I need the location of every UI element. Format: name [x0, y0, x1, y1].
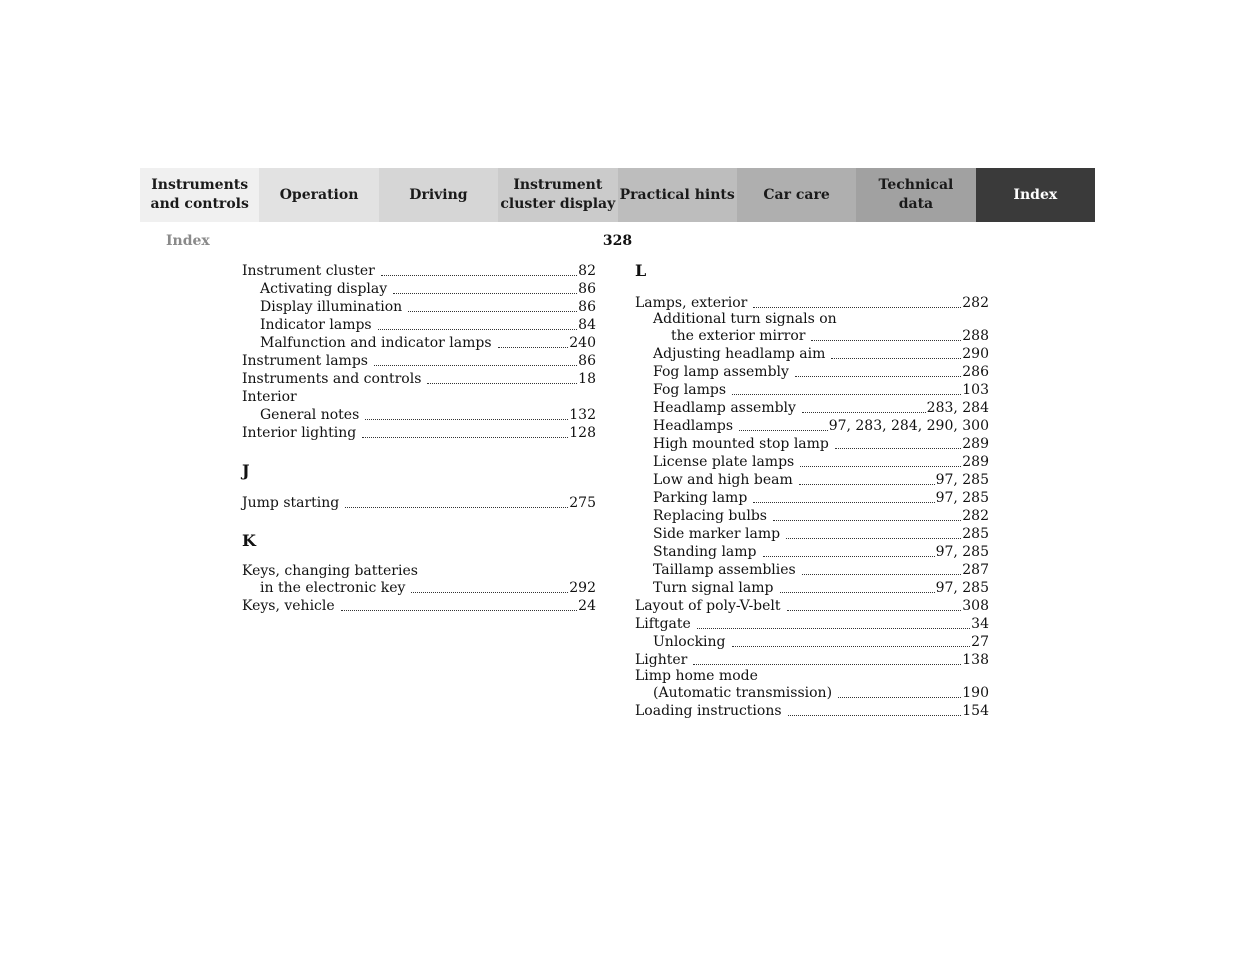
- index-term: Interior lighting: [242, 425, 357, 441]
- index-term: Headlamps: [653, 418, 734, 434]
- index-page-ref[interactable]: 308: [962, 598, 989, 614]
- index-entry: [242, 352, 596, 370]
- index-entry: [635, 525, 989, 543]
- section-title: Index: [166, 233, 210, 249]
- dot-leader: [753, 306, 961, 308]
- index-page-ref[interactable]: 282: [962, 508, 989, 524]
- index-entry: [635, 561, 989, 579]
- index-term: Fog lamps: [653, 382, 727, 398]
- index-entry: [242, 316, 596, 334]
- index-term: Jump starting: [242, 495, 340, 511]
- dot-leader: [381, 274, 577, 276]
- index-column-left: [242, 262, 596, 615]
- index-page-ref[interactable]: 282: [962, 295, 989, 311]
- index-term: License plate lamps: [653, 454, 795, 470]
- dot-leader: [811, 339, 961, 341]
- index-entry: [242, 388, 596, 406]
- index-page-ref[interactable]: 103: [962, 382, 989, 398]
- tab-instruments-and-controls[interactable]: Instruments and controls: [140, 168, 259, 222]
- dot-leader: [788, 714, 962, 716]
- index-term: Replacing bulbs: [653, 508, 767, 524]
- index-term: General notes: [260, 407, 360, 423]
- index-entry: [242, 564, 596, 579]
- index-letter-heading: J: [242, 461, 250, 480]
- index-entry: [635, 543, 989, 561]
- dot-leader: [411, 591, 568, 593]
- dot-leader: [378, 328, 578, 330]
- index-letter-heading: L: [635, 261, 647, 280]
- index-term: Layout of poly-V-belt: [635, 598, 781, 614]
- index-page-ref[interactable]: 290: [962, 346, 989, 362]
- index-term: (Automatic transmission): [653, 685, 833, 701]
- index-page-ref[interactable]: 292: [569, 580, 596, 596]
- dot-leader: [408, 310, 577, 312]
- dot-leader: [341, 609, 578, 611]
- tab-operation[interactable]: Operation: [259, 168, 378, 222]
- index-term: Standing lamp: [653, 544, 757, 560]
- index-entry: [635, 597, 989, 615]
- dot-leader: [365, 418, 568, 420]
- dot-leader: [763, 555, 935, 557]
- dot-leader: [732, 645, 971, 647]
- index-page-ref[interactable]: 285: [962, 526, 989, 542]
- index-term: Lighter: [635, 652, 688, 668]
- dot-leader: [345, 506, 568, 508]
- index-term: Fog lamp assembly: [653, 364, 789, 380]
- index-page-ref[interactable]: 288: [962, 328, 989, 344]
- index-entry: [635, 363, 989, 381]
- tab-instrument-cluster-display[interactable]: Instrument cluster display: [498, 168, 617, 222]
- index-entry: [635, 702, 989, 720]
- index-page-ref[interactable]: 86: [578, 353, 596, 369]
- index-entry: [635, 435, 989, 453]
- index-page-ref[interactable]: 97, 285: [935, 490, 989, 506]
- dot-leader: [732, 393, 961, 395]
- index-page-ref[interactable]: 154: [962, 703, 989, 719]
- index-entry: [635, 312, 989, 327]
- index-entry: [242, 262, 596, 280]
- chapter-tab-bar: [140, 168, 1095, 222]
- index-entry: [635, 579, 989, 597]
- dot-leader: [838, 696, 961, 698]
- index-term: High mounted stop lamp: [653, 436, 829, 452]
- dot-leader: [427, 382, 577, 384]
- dot-leader: [393, 292, 577, 294]
- index-term: Instrument cluster: [242, 263, 375, 279]
- index-term: Indicator lamps: [260, 317, 372, 333]
- index-page-ref[interactable]: 190: [962, 685, 989, 701]
- index-page-ref[interactable]: 84: [578, 317, 596, 333]
- dot-leader: [693, 663, 961, 665]
- index-page-ref[interactable]: 86: [578, 281, 596, 297]
- dot-leader: [787, 609, 962, 611]
- index-term: the exterior mirror: [671, 328, 806, 344]
- index-entry: [635, 471, 989, 489]
- index-term: Side marker lamp: [653, 526, 781, 542]
- dot-leader: [786, 537, 961, 539]
- index-entry: [242, 280, 596, 298]
- index-term: Additional turn signals on: [653, 311, 837, 327]
- index-page-ref[interactable]: 289: [962, 436, 989, 452]
- index-term: Loading instructions: [635, 703, 782, 719]
- tab-car-care[interactable]: Car care: [737, 168, 856, 222]
- index-page-ref[interactable]: 287: [962, 562, 989, 578]
- index-entry: [635, 684, 989, 702]
- index-term: Parking lamp: [653, 490, 748, 506]
- index-entry: [635, 399, 989, 417]
- index-letter-heading: K: [242, 531, 256, 550]
- index-page-ref[interactable]: 24: [578, 598, 596, 614]
- index-entry: [242, 424, 596, 442]
- index-term: Keys, vehicle: [242, 598, 335, 614]
- index-page-ref[interactable]: 18: [578, 371, 596, 387]
- index-page-ref[interactable]: 240: [569, 335, 596, 351]
- tab-driving[interactable]: Driving: [379, 168, 498, 222]
- page-number: 328: [602, 233, 633, 249]
- index-page-ref[interactable]: 82: [578, 263, 596, 279]
- dot-leader: [802, 411, 926, 413]
- index-entry: [635, 615, 989, 633]
- index-term: Keys, changing batteries: [242, 563, 418, 579]
- index-page-ref[interactable]: 138: [962, 652, 989, 668]
- index-page-ref[interactable]: 97, 285: [935, 580, 989, 596]
- index-page-ref[interactable]: 132: [569, 407, 596, 423]
- index-entry: [242, 406, 596, 424]
- index-entry: [635, 507, 989, 525]
- index-term: Liftgate: [635, 616, 691, 632]
- index-entry: [242, 298, 596, 316]
- dot-leader: [800, 465, 961, 467]
- index-term: Adjusting headlamp aim: [653, 346, 826, 362]
- index-page-ref[interactable]: 27: [971, 634, 989, 650]
- index-page-ref[interactable]: 97, 283, 284, 290, 300: [828, 418, 989, 434]
- index-entry: [242, 579, 596, 597]
- dot-leader: [374, 364, 577, 366]
- index-page-ref[interactable]: 97, 285: [935, 544, 989, 560]
- index-page-ref[interactable]: 34: [971, 616, 989, 632]
- dot-leader: [773, 519, 961, 521]
- index-entry: [242, 370, 596, 388]
- index-term: Activating display: [260, 281, 388, 297]
- dot-leader: [697, 627, 970, 629]
- dot-leader: [498, 346, 569, 348]
- dot-leader: [799, 483, 935, 485]
- index-entry: [635, 345, 989, 363]
- dot-leader: [362, 436, 568, 438]
- index-term: Instruments and controls: [242, 371, 422, 387]
- tab-technical-data[interactable]: Technical data: [856, 168, 975, 222]
- index-entry: [635, 651, 989, 669]
- index-page-ref[interactable]: 97, 285: [935, 472, 989, 488]
- index-term: Lamps, exterior: [635, 295, 748, 311]
- index-term: Headlamp assembly: [653, 400, 796, 416]
- index-term: Low and high beam: [653, 472, 793, 488]
- dot-leader: [780, 591, 935, 593]
- index-term: Instrument lamps: [242, 353, 368, 369]
- index-entry: [635, 417, 989, 435]
- index-term: in the electronic key: [260, 580, 406, 596]
- dot-leader: [802, 573, 962, 575]
- dot-leader: [739, 429, 828, 431]
- dot-leader: [795, 375, 961, 377]
- index-entry: [635, 327, 989, 345]
- tab-index[interactable]: Index: [976, 168, 1095, 222]
- index-page-ref[interactable]: 286: [962, 364, 989, 380]
- index-entry: [635, 489, 989, 507]
- index-column-right: [635, 262, 989, 720]
- index-entry: [242, 494, 596, 512]
- index-term: Unlocking: [653, 634, 726, 650]
- index-term: Limp home mode: [635, 668, 758, 684]
- dot-leader: [753, 501, 934, 503]
- index-entry: [635, 294, 989, 312]
- index-term: Malfunction and indicator lamps: [260, 335, 492, 351]
- index-entry: [635, 381, 989, 399]
- index-page-ref[interactable]: 283, 284: [926, 400, 989, 416]
- index-entry: [242, 334, 596, 352]
- index-entry: [635, 453, 989, 471]
- index-page-ref[interactable]: 275: [569, 495, 596, 511]
- index-term: Taillamp assemblies: [653, 562, 796, 578]
- dot-leader: [831, 357, 961, 359]
- index-page-ref[interactable]: 86: [578, 299, 596, 315]
- dot-leader: [835, 447, 961, 449]
- index-page-ref[interactable]: 128: [569, 425, 596, 441]
- index-term: Turn signal lamp: [653, 580, 774, 596]
- index-page-ref[interactable]: 289: [962, 454, 989, 470]
- tab-practical-hints[interactable]: Practical hints: [618, 168, 737, 222]
- index-term: Interior: [242, 389, 297, 405]
- index-term: Display illumination: [260, 299, 403, 315]
- index-entry: [635, 633, 989, 651]
- index-entry: [635, 669, 989, 684]
- index-entry: [242, 597, 596, 615]
